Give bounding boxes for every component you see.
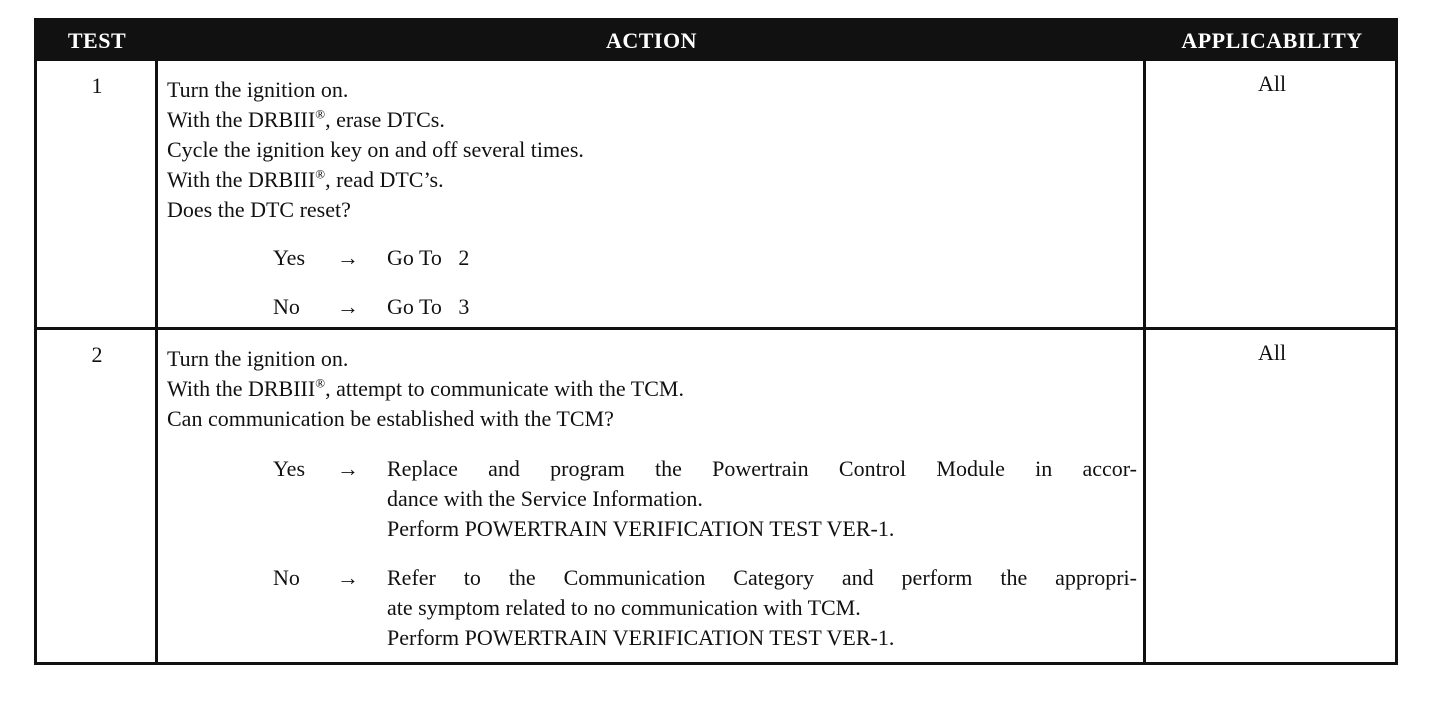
choice-result [387,292,1137,322]
right-arrow-icon: → [337,456,359,481]
result-line: Go To 3 [387,294,470,319]
action-cell [167,344,1137,672]
step-text-part: , erase DTCs. [325,107,445,132]
step-text [167,105,1137,135]
choice-yes [167,243,1137,273]
diagnostic-test-table [34,18,1398,665]
step-text: Cycle the ignition key on and off several times. [167,137,584,162]
test-number: 2 [91,342,103,367]
choice-result [387,243,1137,273]
choice-no [167,563,1137,653]
choice-list [167,243,1137,322]
result-line: Go To 2 [387,245,470,270]
choice-answer: No [273,565,300,590]
step-question: Can communication be established with the TCM? [167,406,614,431]
step-text [167,165,1137,195]
right-arrow-icon: → [337,565,359,590]
choice-list [167,454,1137,653]
step-text [167,374,1137,404]
applicability-cell: All [1257,340,1287,365]
table-row [37,330,1395,662]
test-number: 1 [91,73,103,98]
result-line: Perform POWERTRAIN VERIFICATION TEST VER-1. [387,516,895,541]
result-line: Refer to the Communication Category and perform the appropri- [387,565,1137,590]
step-question: Does the DTC reset? [167,197,351,222]
step-text-part: With the DRBIII [167,167,316,192]
table-header [37,21,1395,61]
result-line: Replace and program the Powertrain Control Module in accor- [387,456,1137,481]
result-line: ate symptom related to no communication with TCM. [387,595,861,620]
step-text-part: , attempt to communicate with the TCM. [325,376,684,401]
step-text: Turn the ignition on. [167,77,349,102]
applicability-cell: All [1257,71,1287,96]
choice-result [387,563,1137,653]
header-action: ACTION [605,28,697,53]
registered-mark: ® [315,166,326,182]
step-text-part: With the DRBIII [167,107,316,132]
step-text-part: , read DTC’s. [325,167,444,192]
step-text-part: With the DRBIII [167,376,316,401]
choice-answer: Yes [273,456,306,481]
right-arrow-icon: → [337,245,359,270]
right-arrow-icon: → [337,294,359,319]
choice-answer: No [273,294,300,319]
registered-mark: ® [315,375,326,391]
table-row [37,61,1395,327]
step-text: Turn the ignition on. [167,346,349,371]
choice-no [167,292,1137,322]
result-line: dance with the Service Information. [387,486,703,511]
choice-yes [167,454,1137,544]
action-cell [167,75,1137,341]
choice-answer: Yes [273,245,306,270]
choice-result [387,454,1137,544]
header-applicability: APPLICABILITY [1181,28,1363,53]
registered-mark: ® [315,106,326,122]
header-test: TEST [67,28,127,53]
result-line: Perform POWERTRAIN VERIFICATION TEST VER-1. [387,625,895,650]
